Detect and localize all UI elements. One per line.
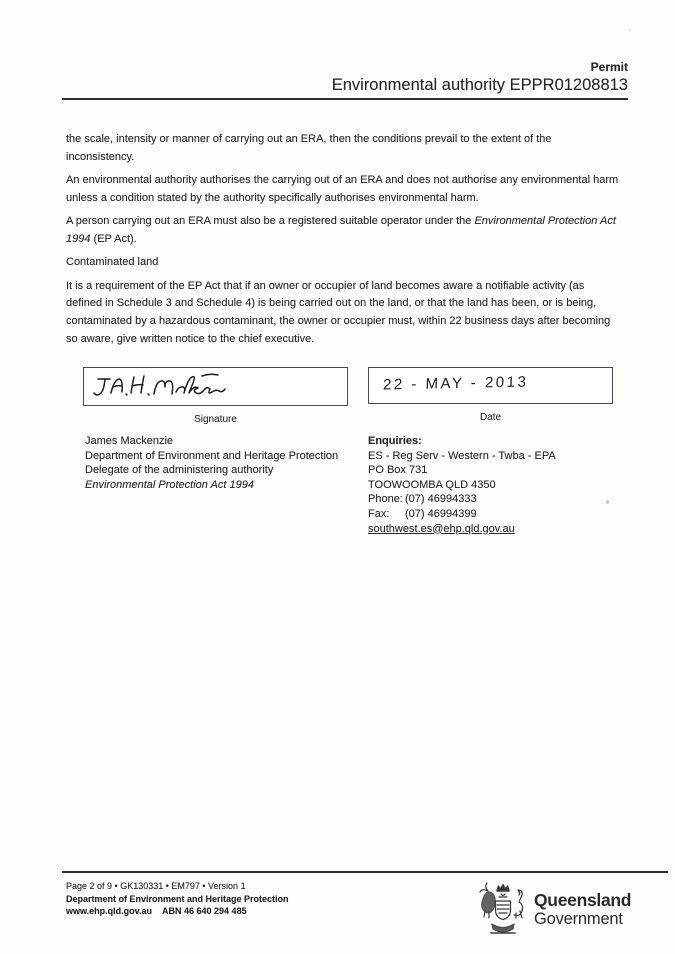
- enquiries-fax: [368, 507, 618, 522]
- logo-government: Government: [534, 910, 623, 928]
- date-box: [368, 367, 613, 404]
- scan-artifact: [606, 500, 609, 504]
- signatory-department: Department of Environment and Heritage Protection: [85, 449, 339, 462]
- page-title: Environmental authority EPPR01208813: [331, 76, 628, 94]
- signature-cell: [83, 367, 348, 425]
- enquiries-details: [368, 434, 618, 536]
- details-section: [85, 434, 620, 536]
- paragraph-inconsistency: the scale, intensity or manner of carrying out an ERA, then the conditions prevail to the extent of the inconsistency.: [66, 133, 552, 163]
- queensland-government-logo: [479, 881, 631, 938]
- logo-queensland: Queensland: [534, 890, 632, 910]
- date-label: Date: [479, 412, 502, 423]
- enquiries-heading: Enquiries:: [368, 435, 422, 447]
- fax-label: Fax:: [368, 507, 390, 520]
- scan-artifact: [629, 29, 631, 31]
- footer-text: [66, 880, 289, 918]
- signatory-details: [85, 434, 368, 536]
- handwritten-date: 22 - MAY - 2013: [382, 373, 529, 394]
- handwritten-signature: [84, 368, 347, 405]
- coat-of-arms-icon: [479, 881, 527, 938]
- act-reference-italic: Environmental Protection Act 1994: [66, 215, 616, 245]
- footer-page-info: Page 2 of 9 • GK130331 • EM797 • Version 1: [66, 881, 246, 891]
- phone-label: Phone:: [368, 493, 403, 506]
- logo-wordmark: [534, 891, 631, 928]
- paragraph-contaminated-land: It is a requirement of the EP Act that if an owner or occupier of land becomes aware a notifiable activity (as defined in Schedule 3 and Schedule 4) is being carried out on the land, or that the land has been, or is being, contaminated by a hazardous contaminant, the owner or occupier must, within 22 business days after becoming so aware, give written notice to the chief executive.: [66, 279, 611, 345]
- permit-kicker: Permit: [590, 60, 628, 74]
- enquiries-pobox: PO Box 731: [368, 464, 428, 477]
- paragraph-authorises: An environmental authority authorises the carrying out of an ERA and does not authorise any environmental harm unless a condition stated by the authority specifically authorises environmental harm.: [66, 174, 619, 204]
- fax-number: (07) 46994399: [405, 507, 477, 520]
- enquiries-phone: [368, 492, 618, 507]
- enquiries-city: TOOWOOMBA QLD 4350: [368, 478, 496, 491]
- signature-box: [83, 367, 348, 406]
- document-body: [66, 131, 620, 354]
- paragraph-suitable-operator-tail: (EP Act).: [90, 232, 137, 245]
- enquiries-email: southwest.es@ehp.qld.gov.au: [368, 522, 515, 535]
- signature-section: [83, 367, 613, 425]
- footer-rule: [62, 871, 668, 873]
- date-cell: [368, 367, 613, 425]
- signature-label: Signature: [194, 414, 237, 425]
- paragraph-suitable-operator: [66, 213, 620, 249]
- paragraph-suitable-operator-text: A person carrying out an ERA must also be a registered suitable operator under the: [66, 215, 475, 228]
- signatory-name: James Mackenzie: [85, 435, 174, 447]
- footer-abn: ABN 46 640 294 485: [162, 906, 247, 917]
- signatory-role: Delegate of the administering authority: [85, 464, 274, 477]
- signatory-act: Environmental Protection Act 1994: [85, 478, 254, 491]
- phone-number: (07) 46994333: [405, 493, 477, 506]
- enquiries-office: ES - Reg Serv - Western - Twba - EPA: [368, 449, 556, 462]
- footer-url: www.ehp.qld.gov.au: [66, 906, 153, 917]
- contaminated-land-heading: Contaminated land: [66, 256, 159, 269]
- footer-department: Department of Environment and Heritage Protection: [66, 893, 289, 904]
- footer-url-abn: [66, 905, 289, 918]
- document-header: [62, 60, 628, 100]
